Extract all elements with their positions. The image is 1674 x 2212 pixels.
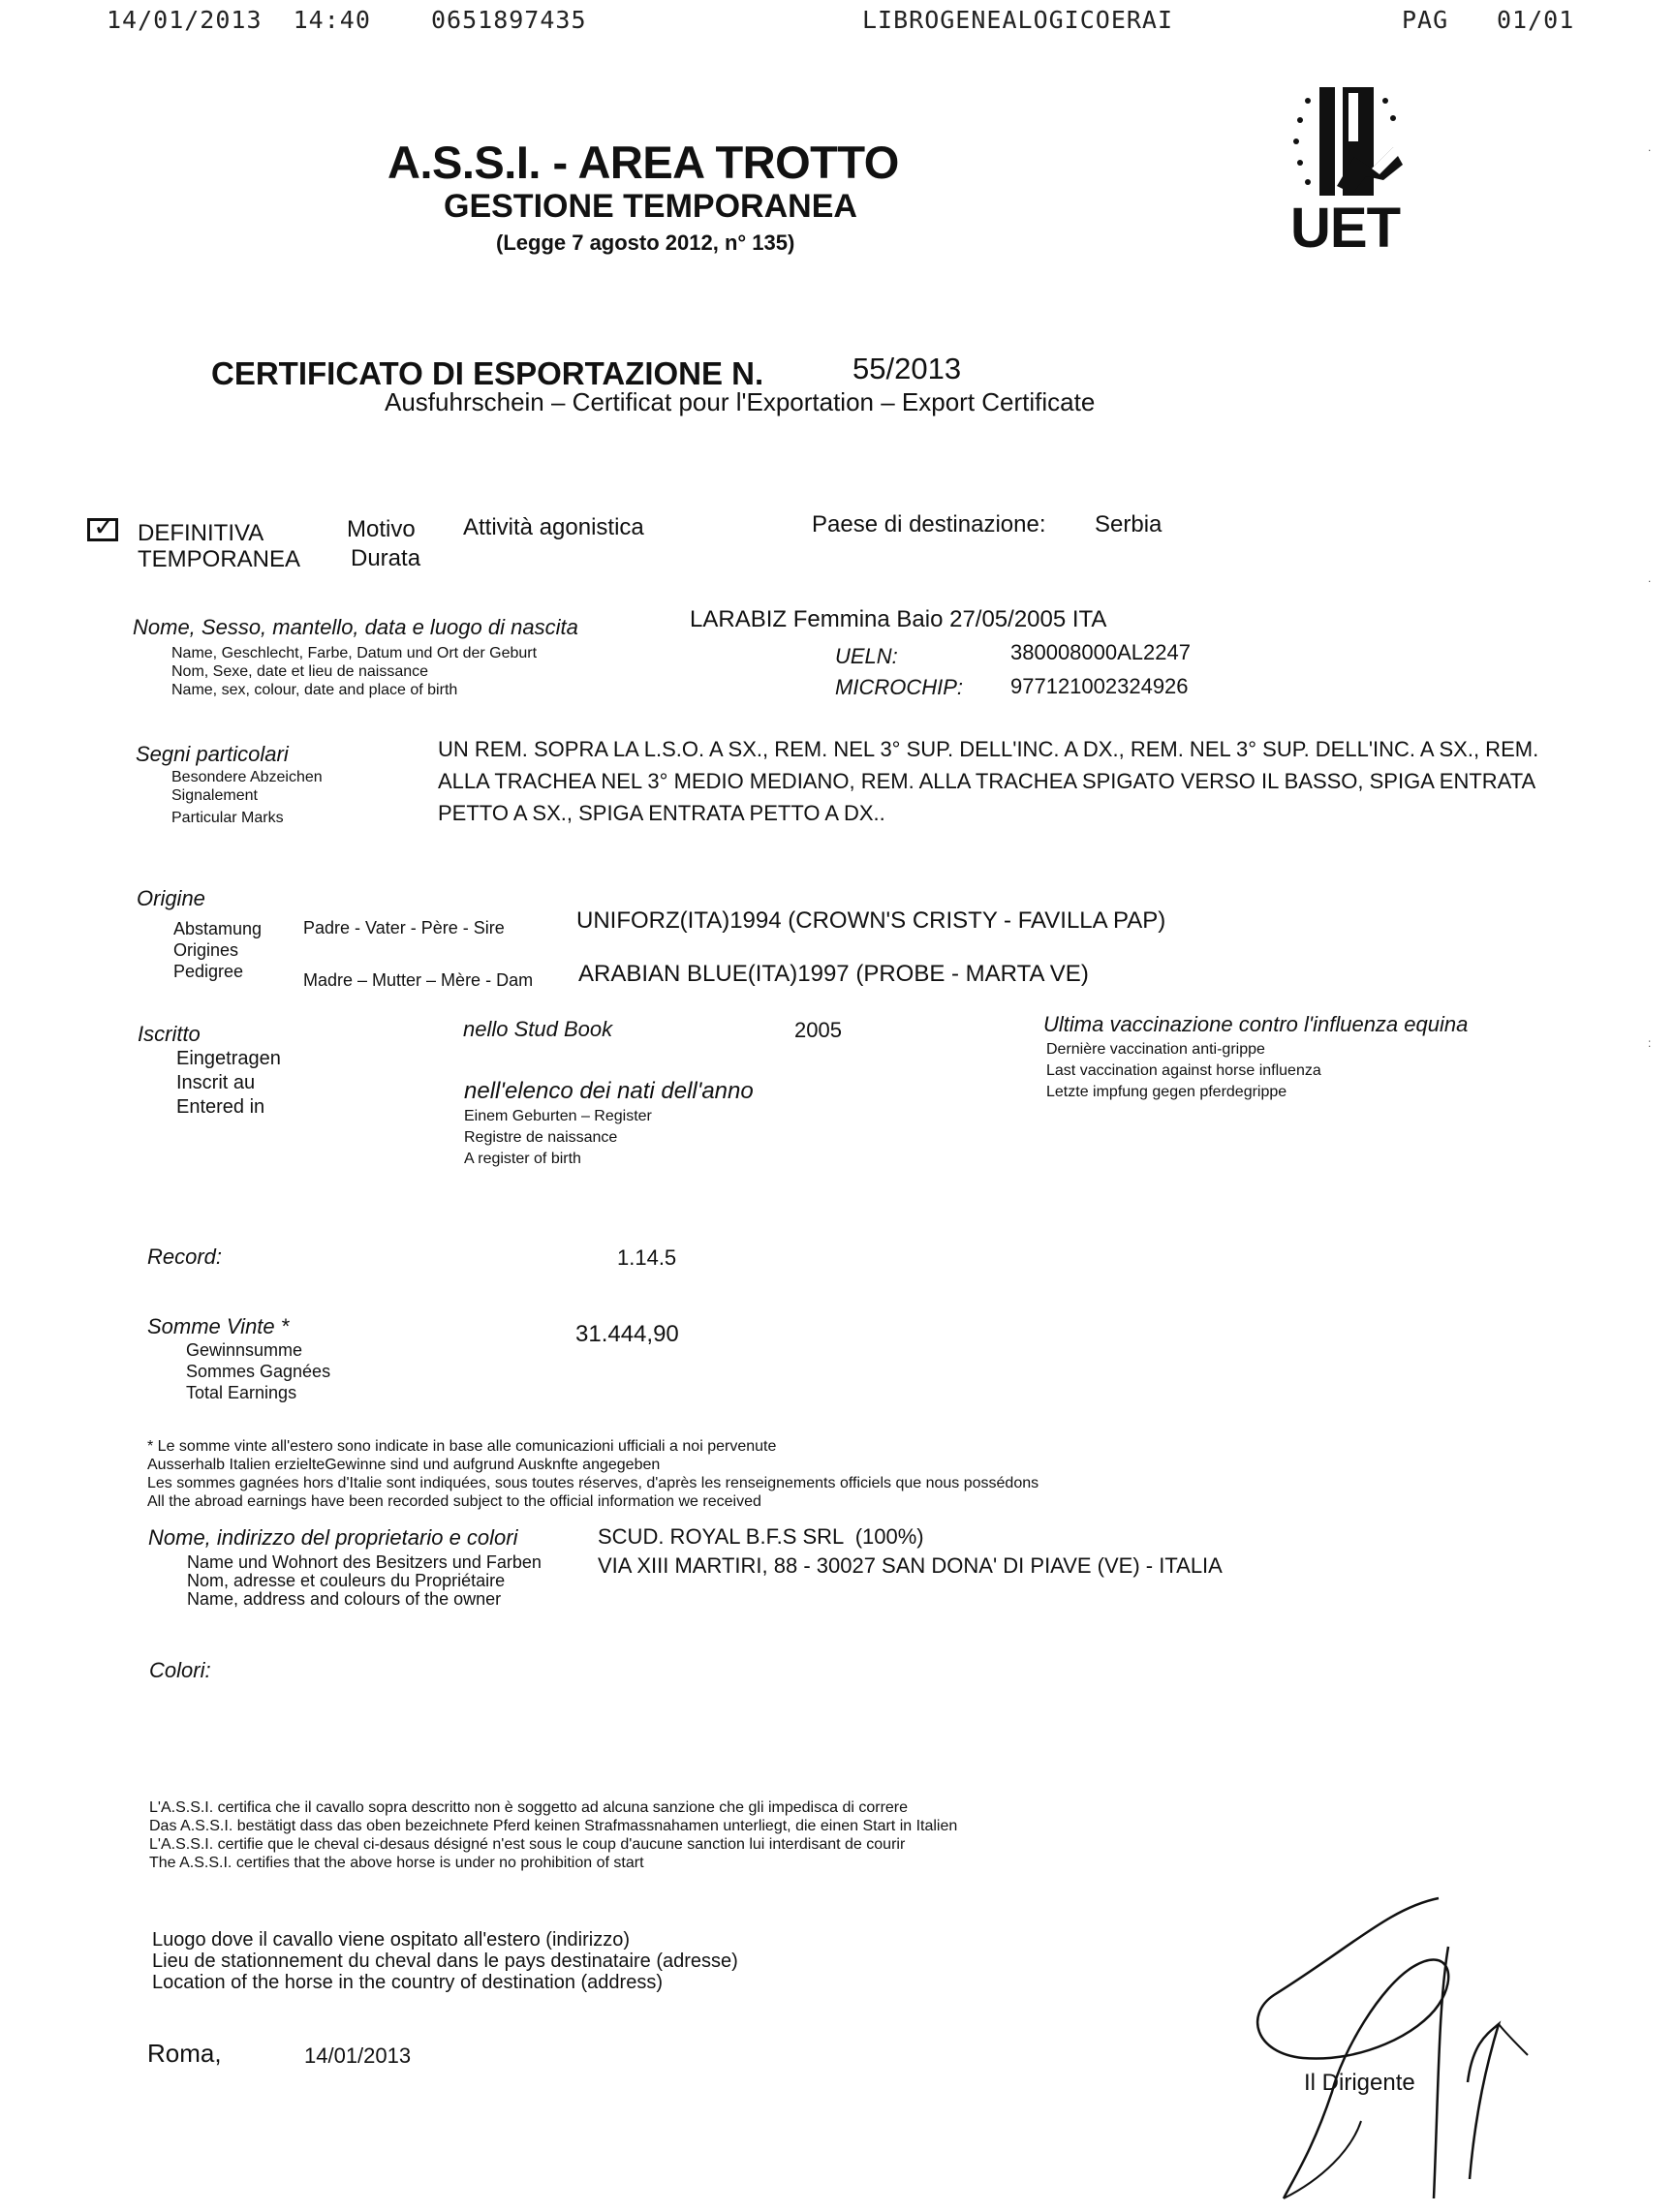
owner-labels bbox=[187, 1553, 542, 1609]
document-title: A.S.S.I. - AREA TROTTO bbox=[388, 137, 899, 188]
record-value: 1.14.5 bbox=[617, 1245, 677, 1270]
certificate-number: 55/2013 bbox=[852, 352, 962, 385]
scan-mark: : bbox=[1648, 1036, 1652, 1050]
sire-value: UNIFORZ(ITA)1994 (CROWN'S CRISTY - FAVILLA PAP) bbox=[576, 907, 1166, 934]
identity-labels bbox=[171, 644, 537, 699]
location-en: Location of the horse in the country of destination (address) bbox=[152, 1972, 663, 1993]
location-text bbox=[152, 1929, 738, 1993]
motivo-label: Motivo bbox=[347, 516, 416, 542]
fax-sender: LIBROGENEALOGICOERAI bbox=[862, 6, 1174, 34]
vaccination-label-it: Ultima vaccinazione contro l'influenza equina bbox=[1043, 1012, 1469, 1036]
fax-page-label: PAG bbox=[1402, 6, 1449, 34]
origin-label-en: Pedigree bbox=[173, 962, 244, 981]
earnings-footnote bbox=[147, 1437, 1038, 1511]
footnote-it: * Le somme vinte all'estero sono indicate in base alle comunicazioni ufficiali a noi pervenute bbox=[147, 1438, 777, 1455]
elenco-labels bbox=[464, 1106, 652, 1170]
certification-fr: L'A.S.S.I. certifie que le cheval ci-desaus désigné n'est sous le coup d'aucune sanction lui interdisant de courir bbox=[149, 1836, 906, 1853]
studbook-year: 2005 bbox=[794, 1018, 842, 1042]
owner-address: VIA XIII MARTIRI, 88 - 30027 SAN DONA' DI PIAVE (VE) - ITALIA bbox=[598, 1553, 1223, 1578]
location-fr: Lieu de stationnement du cheval dans le pays destinataire (adresse) bbox=[152, 1951, 738, 1972]
earnings-label-it: Somme Vinte * bbox=[147, 1314, 290, 1338]
fax-phone: 0651897435 bbox=[431, 6, 587, 34]
marks-labels bbox=[171, 768, 323, 827]
earnings-label-de: Gewinnsumme bbox=[186, 1340, 303, 1360]
origin-labels bbox=[173, 918, 262, 982]
footnote-fr: Les sommes gagnées hors d'Italie sont indiquées, sous toutes réserves, d'après les renseignements officiels que nous possédons bbox=[147, 1475, 1039, 1491]
marks-label-en: Particular Marks bbox=[171, 810, 284, 826]
identity-label-de: Name, Geschlecht, Farbe, Datum und Ort der Geburt bbox=[171, 645, 538, 661]
identity-label-it: Nome, Sesso, mantello, data e luogo di nascita bbox=[133, 615, 578, 639]
signature-date: 14/01/2013 bbox=[304, 2043, 412, 2068]
certificate-title: CERTIFICATO DI ESPORTAZIONE N. bbox=[211, 355, 764, 391]
dam-label: Madre – Mutter – Mère - Dam bbox=[303, 970, 534, 990]
footnote-en: All the abroad earnings have been recorded subject to the official information we received bbox=[147, 1493, 761, 1510]
sire-label: Padre - Vater - Père - Sire bbox=[303, 918, 505, 937]
ueln-label: UELN: bbox=[835, 644, 898, 668]
motivo-value: Attività agonistica bbox=[463, 514, 644, 540]
signature-place: Roma, bbox=[147, 2039, 222, 2068]
owner-label-fr: Nom, adresse et couleurs du Propriétaire bbox=[187, 1571, 506, 1590]
scan-mark: . bbox=[1648, 571, 1652, 585]
uet-logo bbox=[1279, 79, 1434, 263]
vaccination-label-fr: Dernière vaccination anti-grippe bbox=[1046, 1041, 1265, 1058]
earnings-label-en: Total Earnings bbox=[186, 1383, 297, 1402]
certificate-subtitle: Ausfuhrschein – Certificat pour l'Exportation – Export Certificate bbox=[385, 387, 1096, 416]
microchip-label: MICROCHIP: bbox=[835, 675, 963, 699]
fax-datetime: 14/01/2013 14:40 bbox=[107, 6, 371, 34]
temporanea-label: TEMPORANEA bbox=[138, 546, 301, 572]
earnings-labels bbox=[186, 1339, 330, 1403]
identity-label-fr: Nom, Sexe, date et lieu de naissance bbox=[171, 663, 429, 680]
marks-label-it: Segni particolari bbox=[136, 742, 289, 766]
elenco-label-it: nell'elenco dei nati dell'anno bbox=[464, 1078, 754, 1104]
certification-de: Das A.S.S.I. bestätigt dass das oben bezeichnete Pferd keinen Strafmassnahamen unterliegt, die einen Start in Italien bbox=[149, 1818, 958, 1834]
fax-page-value: 01/01 bbox=[1497, 6, 1575, 34]
dam-value: ARABIAN BLUE(ITA)1997 (PROBE - MARTA VE) bbox=[578, 961, 1089, 987]
microchip-value: 977121002324926 bbox=[1010, 674, 1189, 698]
handwritten-signature bbox=[1245, 1889, 1535, 2208]
scan-mark: . bbox=[1648, 140, 1652, 154]
certification-en: The A.S.S.I. certifies that the above horse is under no prohibition of start bbox=[149, 1855, 644, 1871]
registration-label-en: Entered in bbox=[176, 1096, 265, 1118]
marks-line-1: UN REM. SOPRA LA L.S.O. A SX., REM. NEL 3° SUP. DELL'INC. A DX., REM. NEL 3° SUP. DELL'INC. A SX., REM. bbox=[438, 737, 1539, 761]
definitiva-checkbox bbox=[87, 510, 118, 542]
certification-it: L'A.S.S.I. certifica che il cavallo sopra descritto non è soggetto ad alcuna sanzione che gli impedisca di correre bbox=[149, 1799, 909, 1816]
horse-identity: LARABIZ Femmina Baio 27/05/2005 ITA bbox=[690, 606, 1107, 632]
marks-label-fr: Signalement bbox=[171, 787, 258, 804]
colors-label: Colori: bbox=[149, 1658, 211, 1682]
registration-label-de: Eingetragen bbox=[176, 1048, 281, 1069]
check-icon: ✓ bbox=[93, 510, 116, 542]
logo-text: UET bbox=[1290, 197, 1400, 260]
registration-labels bbox=[176, 1047, 281, 1120]
origin-label-it: Origine bbox=[137, 886, 205, 910]
studbook-label: nello Stud Book bbox=[463, 1017, 613, 1041]
elenco-label-fr: Registre de naissance bbox=[464, 1129, 618, 1146]
owner-label-de: Name und Wohnort des Besitzers und Farben bbox=[187, 1552, 542, 1572]
elenco-label-de: Einem Geburten – Register bbox=[464, 1108, 652, 1124]
paese-value: Serbia bbox=[1095, 511, 1162, 538]
owner-name: SCUD. ROYAL B.F.S SRL (100%) bbox=[598, 1524, 924, 1549]
vaccination-label-de: Letzte impfung gegen pferdegrippe bbox=[1046, 1084, 1287, 1100]
earnings-value: 31.444,90 bbox=[575, 1321, 679, 1347]
paese-label: Paese di destinazione: bbox=[812, 511, 1046, 538]
marks-label-de: Besondere Abzeichen bbox=[171, 769, 323, 785]
certification-text bbox=[149, 1798, 957, 1872]
location-it: Luogo dove il cavallo viene ospitato all'estero (indirizzo) bbox=[152, 1929, 630, 1951]
owner-label-en: Name, address and colours of the owner bbox=[187, 1589, 502, 1609]
definitiva-label: DEFINITIVA bbox=[138, 520, 264, 546]
ueln-value: 380008000AL2247 bbox=[1010, 640, 1191, 664]
earnings-label-fr: Sommes Gagnées bbox=[186, 1362, 331, 1381]
vaccination-label-en: Last vaccination against horse influenza bbox=[1046, 1062, 1321, 1079]
origin-label-fr: Origines bbox=[173, 940, 239, 960]
marks-line-3: PETTO A SX., SPIGA ENTRATA PETTO A DX.. bbox=[438, 801, 885, 825]
record-label: Record: bbox=[147, 1244, 223, 1269]
registration-label-fr: Inscrit au bbox=[176, 1072, 256, 1093]
law-reference: (Legge 7 agosto 2012, n° 135) bbox=[496, 230, 795, 255]
registration-label-it: Iscritto bbox=[138, 1022, 201, 1046]
owner-label-it: Nome, indirizzo del proprietario e colori bbox=[148, 1525, 518, 1550]
vaccination-labels bbox=[1046, 1039, 1321, 1103]
document-subtitle: GESTIONE TEMPORANEA bbox=[444, 188, 857, 225]
identity-label-en: Name, sex, colour, date and place of birth bbox=[171, 682, 458, 698]
durata-label: Durata bbox=[351, 545, 421, 571]
signature-role: Il Dirigente bbox=[1304, 2070, 1415, 2096]
marks-line-2: ALLA TRACHEA NEL 3° MEDIO MEDIANO, REM. ALLA TRACHEA SPIGATO VERSO IL BASSO, SPIGA ENTRATA bbox=[438, 769, 1536, 793]
marks-text bbox=[438, 733, 1538, 829]
elenco-label-en: A register of birth bbox=[464, 1151, 581, 1167]
origin-label-de: Abstamung bbox=[173, 919, 263, 938]
footnote-de: Ausserhalb Italien erzielteGewinne sind und aufgrund Ausknfte angegeben bbox=[147, 1457, 661, 1473]
